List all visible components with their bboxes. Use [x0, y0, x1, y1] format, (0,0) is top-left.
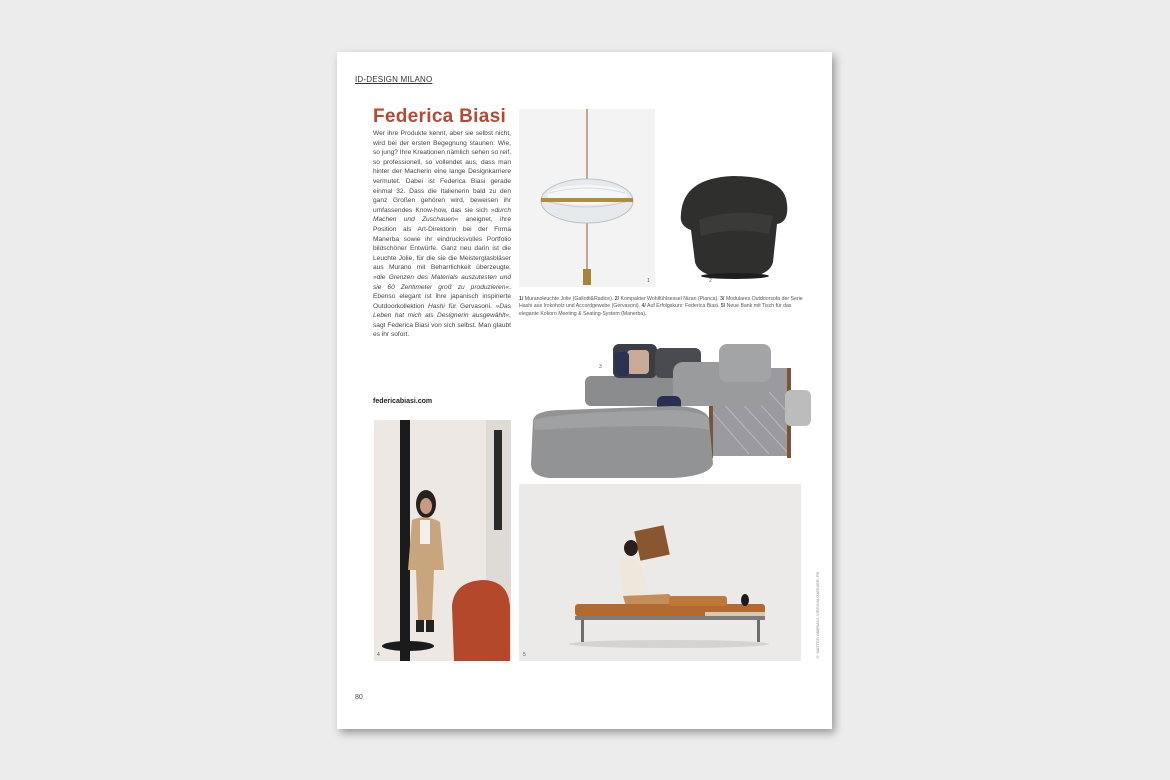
- page-number: 80: [355, 694, 363, 701]
- photo-bench: [519, 484, 801, 661]
- body-text-2: aneignet, ihre Position als Art-Direktorin bei der Firma Manerba sowie ihr eindrucksvolles Portfolio bildschöner Entwürfe. Ganz neu darin ist die Leuchte Jolie, für die sie die Meisterglasbläser aus Murano mit Beharrlichkeit überzeugte,: [373, 216, 511, 272]
- image-number-1: 1: [647, 278, 650, 284]
- body-quote-2: »die Grenzen des Materials auszutesten und sie 60 Zentimeter groß zu produzieren«: [373, 273, 511, 291]
- photo-designer-portrait: [374, 420, 511, 661]
- caption-label-1: 1/: [519, 296, 524, 302]
- image-number-3: 3: [599, 364, 602, 370]
- caption-text-1: Muranoleuchte Jolie (Gallotti&Radice).: [523, 296, 615, 302]
- body-text-3: . Ebenso elegant ist ihre japanisch inspirierte Outdoorkollektion: [373, 283, 511, 310]
- body-text-5: , sagt Federica Biasi von sich selbst. Man glaubt es ihr sofort.: [373, 312, 511, 339]
- caption-text-4: Auf Erfolgskurs: Federica Biasi.: [645, 303, 721, 310]
- outdoor-sofa-illustration: [523, 340, 813, 484]
- body-text-1: Wer ihre Produkte kennt, aber sie selbst nicht, wird bei der ersten Begegnung staunen: Wie, so jung? Ihre Kreationen nämlich sehen so reif, so professionell, so vollendet aus, dass man hinter der Macherin eine lange Designkarriere vermutet. Dabei ist Federica Biasi gerade einmal 32. Dass die Italienerin bald zu den ganz Großen gehören wird, beweisen ihr umfassendes Know-how, das sie sich: [373, 130, 511, 214]
- pendant-lamp-illustration: [519, 109, 655, 287]
- article-body: [373, 129, 511, 340]
- image-number-2: 2: [709, 278, 712, 284]
- body-text-4: für Gervasoni.: [444, 302, 496, 310]
- image-number-4: 4: [377, 652, 380, 658]
- caption-text-2: Kompakter Wohlfühlsessel Nizan (Pianca).: [619, 296, 721, 302]
- photo-outdoor-sofa: [523, 340, 813, 484]
- caption-text-5: Neue Bank mit Tisch für das elegante Kokoro Meeting & Seating-System (Manerba).: [519, 303, 792, 317]
- caption-label-4: 4/: [641, 303, 646, 310]
- bench-illustration: [519, 484, 801, 661]
- designer-portrait-illustration: [374, 420, 511, 661]
- body-quote-1: »durch Machen und Zuschauen«: [373, 206, 511, 224]
- body-quote-3: »Das Leben hat mich als Designerin ausgewählt«: [373, 302, 511, 320]
- magazine-page: [337, 52, 832, 729]
- caption-label-5: 5/: [720, 303, 726, 310]
- armchair-illustration: [669, 164, 799, 284]
- image-caption: [519, 296, 809, 318]
- website-link[interactable]: federicabiasi.com: [373, 398, 433, 405]
- photo-credit: © MATTEO IMBRIANI, VIRGINIA GARNIER, FB: [815, 572, 820, 660]
- photo-armchair: [669, 164, 799, 284]
- body-product-name: Hashi: [428, 302, 445, 310]
- caption-label-2: 2/: [614, 296, 620, 302]
- caption-label-3: 3/: [720, 296, 725, 302]
- photo-pendant-lamp: [519, 109, 655, 287]
- caption-text-3: Modulares Outdoorsofa der Serie Hashi aus Irokoholz und Accordgewebe (Gervasoni).: [519, 296, 803, 310]
- section-label: ID-DESIGN MILANO: [355, 75, 433, 84]
- image-number-5: 5: [523, 652, 526, 658]
- article-title: Federica Biasi: [373, 106, 507, 127]
